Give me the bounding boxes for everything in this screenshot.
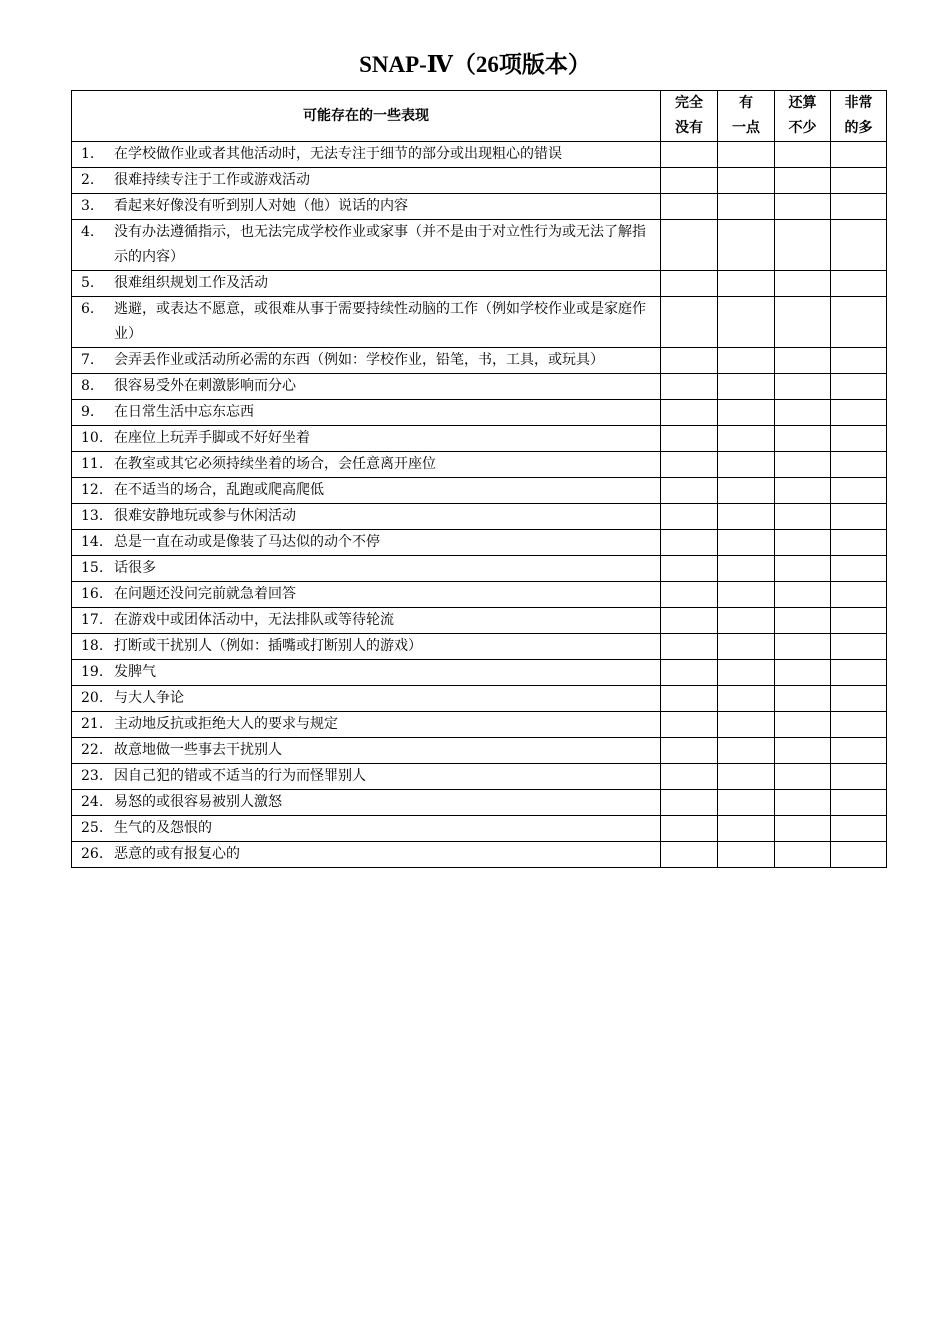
item-text: 与大人争论 — [114, 690, 184, 706]
rating-cell-none[interactable] — [661, 297, 718, 348]
rating-cell-little[interactable] — [718, 530, 775, 556]
rating-cell-none[interactable] — [661, 738, 718, 764]
rating-cell-none[interactable] — [661, 348, 718, 374]
item-cell — [72, 712, 661, 738]
rating-cell-very[interactable] — [831, 712, 887, 738]
item-cell — [72, 374, 661, 400]
rating-cell-quite[interactable] — [775, 400, 831, 426]
item-number: 21. — [81, 716, 104, 732]
rating-cell-none[interactable] — [661, 168, 718, 194]
rating-cell-quite[interactable] — [775, 738, 831, 764]
item-cell — [72, 738, 661, 764]
item-number: 7. — [81, 352, 95, 368]
item-cell — [72, 660, 661, 686]
rating-cell-very[interactable] — [831, 582, 887, 608]
item-number: 23. — [81, 768, 104, 784]
table-row — [72, 168, 887, 194]
item-cell — [72, 478, 661, 504]
item-cell — [72, 194, 661, 220]
table-row — [72, 790, 887, 816]
rating-cell-little[interactable] — [718, 816, 775, 842]
rating-cell-very[interactable] — [831, 194, 887, 220]
rating-cell-very[interactable] — [831, 686, 887, 712]
rating-cell-very[interactable] — [831, 478, 887, 504]
snap-iv-table — [71, 90, 887, 868]
rating-cell-quite[interactable] — [775, 374, 831, 400]
rating-cell-quite[interactable] — [775, 556, 831, 582]
table-row — [72, 634, 887, 660]
rating-cell-very[interactable] — [831, 348, 887, 374]
item-cell — [72, 582, 661, 608]
rating-cell-quite[interactable] — [775, 194, 831, 220]
rating-cell-quite[interactable] — [775, 686, 831, 712]
item-number: 11. — [81, 456, 104, 472]
rating-cell-none[interactable] — [661, 634, 718, 660]
rating-cell-little[interactable] — [718, 686, 775, 712]
item-cell — [72, 452, 661, 478]
item-text: 会弄丢作业或活动所必需的东西（例如：学校作业，铅笔，书，工具，或玩具） — [114, 352, 604, 368]
item-number: 5. — [81, 275, 95, 291]
rating-cell-little[interactable] — [718, 712, 775, 738]
rating-cell-little[interactable] — [718, 478, 775, 504]
item-number: 10. — [81, 430, 104, 446]
item-text: 打断或干扰别人（例如：插嘴或打断别人的游戏） — [114, 638, 422, 654]
rating-cell-little[interactable] — [718, 220, 775, 271]
item-text: 很难安静地玩或参与休闲活动 — [114, 508, 296, 524]
item-number: 17. — [81, 612, 104, 628]
item-text: 逃避，或表达不愿意，或很难从事于需要持续性动脑的工作（例如学校作业或是家庭作业） — [114, 301, 646, 342]
rating-cell-little[interactable] — [718, 504, 775, 530]
item-text: 因自己犯的错或不适当的行为而怪罪别人 — [114, 768, 366, 784]
item-cell — [72, 297, 661, 348]
item-number: 1. — [81, 146, 95, 162]
item-number: 4. — [81, 224, 95, 240]
header-option-none: 完全 没有 — [661, 91, 718, 142]
rating-cell-very[interactable] — [831, 271, 887, 297]
item-number: 16. — [81, 586, 104, 602]
rating-cell-little[interactable] — [718, 764, 775, 790]
rating-cell-quite[interactable] — [775, 504, 831, 530]
table-row — [72, 478, 887, 504]
rating-cell-quite[interactable] — [775, 530, 831, 556]
table-row — [72, 220, 887, 271]
rating-cell-very[interactable] — [831, 634, 887, 660]
rating-cell-little[interactable] — [718, 271, 775, 297]
table-row — [72, 608, 887, 634]
table-row — [72, 764, 887, 790]
rating-cell-none[interactable] — [661, 608, 718, 634]
rating-cell-none[interactable] — [661, 504, 718, 530]
rating-cell-little[interactable] — [718, 400, 775, 426]
rating-cell-very[interactable] — [831, 608, 887, 634]
item-cell — [72, 348, 661, 374]
rating-cell-quite[interactable] — [775, 220, 831, 271]
rating-cell-none[interactable] — [661, 530, 718, 556]
rating-cell-quite[interactable] — [775, 634, 831, 660]
rating-cell-quite[interactable] — [775, 271, 831, 297]
rating-cell-very[interactable] — [831, 556, 887, 582]
item-number: 26. — [81, 846, 104, 862]
rating-cell-very[interactable] — [831, 426, 887, 452]
item-number: 24. — [81, 794, 104, 810]
rating-cell-little[interactable] — [718, 374, 775, 400]
rating-cell-none[interactable] — [661, 582, 718, 608]
rating-cell-none[interactable] — [661, 452, 718, 478]
table-row — [72, 660, 887, 686]
header-option-very: 非常 的多 — [831, 91, 887, 142]
item-cell — [72, 142, 661, 168]
rating-cell-very[interactable] — [831, 738, 887, 764]
table-row — [72, 400, 887, 426]
rating-cell-little[interactable] — [718, 426, 775, 452]
rating-cell-none[interactable] — [661, 790, 718, 816]
header-row — [72, 91, 887, 142]
item-cell — [72, 790, 661, 816]
rating-cell-very[interactable] — [831, 374, 887, 400]
page-title: SNAP-Ⅳ（26项版本） — [359, 52, 591, 77]
item-text: 恶意的或有报复心的 — [114, 846, 240, 862]
item-number: 25. — [81, 820, 104, 836]
rating-cell-little[interactable] — [718, 582, 775, 608]
rating-cell-quite[interactable] — [775, 764, 831, 790]
rating-cell-quite[interactable] — [775, 712, 831, 738]
rating-cell-none[interactable] — [661, 478, 718, 504]
rating-cell-little[interactable] — [718, 194, 775, 220]
item-cell — [72, 764, 661, 790]
item-cell — [72, 842, 661, 868]
item-text: 很难持续专注于工作或游戏活动 — [114, 172, 310, 188]
item-text: 看起来好像没有听到别人对她（他）说话的内容 — [114, 198, 408, 214]
rating-cell-none[interactable] — [661, 194, 718, 220]
item-cell — [72, 530, 661, 556]
item-text: 易怒的或很容易被别人激怒 — [114, 794, 282, 810]
item-text: 在游戏中或团体活动中，无法排队或等待轮流 — [114, 612, 394, 628]
item-number: 9. — [81, 404, 95, 420]
item-cell — [72, 271, 661, 297]
item-text: 故意地做一些事去干扰别人 — [114, 742, 282, 758]
rating-cell-quite[interactable] — [775, 790, 831, 816]
rating-cell-little[interactable] — [718, 297, 775, 348]
table-row — [72, 582, 887, 608]
table-row — [72, 504, 887, 530]
item-text: 在教室或其它必须持续坐着的场合，会任意离开座位 — [114, 456, 436, 472]
rating-cell-very[interactable] — [831, 297, 887, 348]
item-number: 14. — [81, 534, 104, 550]
rating-cell-little[interactable] — [718, 738, 775, 764]
rating-cell-quite[interactable] — [775, 426, 831, 452]
table-row — [72, 142, 887, 168]
item-number: 20. — [81, 690, 104, 706]
item-cell — [72, 220, 661, 271]
rating-cell-quite[interactable] — [775, 842, 831, 868]
table-row — [72, 842, 887, 868]
rating-cell-none[interactable] — [661, 764, 718, 790]
table-row — [72, 712, 887, 738]
item-cell — [72, 168, 661, 194]
item-text: 总是一直在动或是像装了马达似的动个不停 — [114, 534, 380, 550]
rating-cell-quite[interactable] — [775, 816, 831, 842]
rating-cell-little[interactable] — [718, 842, 775, 868]
item-text: 在不适当的场合，乱跑或爬高爬低 — [114, 482, 324, 498]
rating-cell-quite[interactable] — [775, 348, 831, 374]
item-cell — [72, 686, 661, 712]
table-row — [72, 297, 887, 348]
item-text: 很难组织规划工作及活动 — [114, 275, 268, 291]
rating-cell-none[interactable] — [661, 400, 718, 426]
rating-cell-none[interactable] — [661, 842, 718, 868]
table-row — [72, 374, 887, 400]
rating-cell-little[interactable] — [718, 168, 775, 194]
rating-cell-very[interactable] — [831, 168, 887, 194]
rating-cell-very[interactable] — [831, 142, 887, 168]
item-cell — [72, 634, 661, 660]
rating-cell-none[interactable] — [661, 556, 718, 582]
rating-cell-none[interactable] — [661, 220, 718, 271]
item-number: 18. — [81, 638, 104, 654]
rating-cell-none[interactable] — [661, 374, 718, 400]
rating-cell-very[interactable] — [831, 504, 887, 530]
rating-cell-none[interactable] — [661, 712, 718, 738]
item-number: 19. — [81, 664, 104, 680]
rating-cell-very[interactable] — [831, 842, 887, 868]
rating-cell-none[interactable] — [661, 271, 718, 297]
item-text: 主动地反抗或拒绝大人的要求与规定 — [114, 716, 338, 732]
item-number: 22. — [81, 742, 104, 758]
item-text: 在日常生活中忘东忘西 — [114, 404, 254, 420]
item-text: 生气的及怨恨的 — [114, 820, 212, 836]
item-text: 没有办法遵循指示，也无法完成学校作业或家事（并不是由于对立性行为或无法了解指示的内容） — [114, 224, 646, 265]
item-number: 2. — [81, 172, 95, 188]
rating-cell-very[interactable] — [831, 400, 887, 426]
rating-cell-little[interactable] — [718, 348, 775, 374]
header-description: 可能存在的一些表现 — [72, 91, 661, 142]
table-row — [72, 686, 887, 712]
item-number: 13. — [81, 508, 104, 524]
rating-cell-none[interactable] — [661, 426, 718, 452]
item-text: 发脾气 — [114, 664, 156, 680]
rating-cell-quite[interactable] — [775, 297, 831, 348]
item-text: 很容易受外在刺激影响而分心 — [114, 378, 296, 394]
item-number: 12. — [81, 482, 104, 498]
rating-cell-little[interactable] — [718, 790, 775, 816]
header-option-quite: 还算 不少 — [775, 91, 831, 142]
table-row — [72, 738, 887, 764]
header-option-little: 有 一点 — [718, 91, 775, 142]
item-cell — [72, 400, 661, 426]
rating-cell-very[interactable] — [831, 452, 887, 478]
rating-cell-very[interactable] — [831, 530, 887, 556]
table-row — [72, 348, 887, 374]
item-number: 15. — [81, 560, 104, 576]
rating-cell-very[interactable] — [831, 220, 887, 271]
table-row — [72, 530, 887, 556]
item-number: 8. — [81, 378, 95, 394]
rating-cell-little[interactable] — [718, 142, 775, 168]
item-text: 在学校做作业或者其他活动时，无法专注于细节的部分或出现粗心的错误 — [114, 146, 562, 162]
item-text: 在问题还没问完前就急着回答 — [114, 586, 296, 602]
rating-cell-quite[interactable] — [775, 452, 831, 478]
item-cell — [72, 426, 661, 452]
table-row — [72, 556, 887, 582]
rating-cell-none[interactable] — [661, 142, 718, 168]
item-text: 在座位上玩弄手脚或不好好坐着 — [114, 430, 310, 446]
rating-cell-little[interactable] — [718, 452, 775, 478]
table-row — [72, 194, 887, 220]
rating-cell-little[interactable] — [718, 660, 775, 686]
table-row — [72, 816, 887, 842]
item-rows — [72, 142, 887, 868]
rating-cell-very[interactable] — [831, 764, 887, 790]
rating-cell-quite[interactable] — [775, 608, 831, 634]
rating-cell-little[interactable] — [718, 634, 775, 660]
rating-cell-quite[interactable] — [775, 582, 831, 608]
item-cell — [72, 556, 661, 582]
item-cell — [72, 504, 661, 530]
rating-cell-very[interactable] — [831, 660, 887, 686]
table-row — [72, 271, 887, 297]
item-text: 话很多 — [114, 560, 156, 576]
rating-cell-quite[interactable] — [775, 168, 831, 194]
rating-cell-none[interactable] — [661, 816, 718, 842]
item-number: 6. — [81, 301, 95, 317]
rating-cell-none[interactable] — [661, 660, 718, 686]
table-row — [72, 426, 887, 452]
item-number: 3. — [81, 198, 95, 214]
item-cell — [72, 608, 661, 634]
rating-cell-quite[interactable] — [775, 660, 831, 686]
rating-cell-quite[interactable] — [775, 478, 831, 504]
rating-cell-very[interactable] — [831, 816, 887, 842]
rating-cell-little[interactable] — [718, 556, 775, 582]
item-cell — [72, 816, 661, 842]
rating-cell-quite[interactable] — [775, 142, 831, 168]
rating-cell-very[interactable] — [831, 790, 887, 816]
rating-cell-none[interactable] — [661, 686, 718, 712]
rating-cell-little[interactable] — [718, 608, 775, 634]
table-row — [72, 452, 887, 478]
